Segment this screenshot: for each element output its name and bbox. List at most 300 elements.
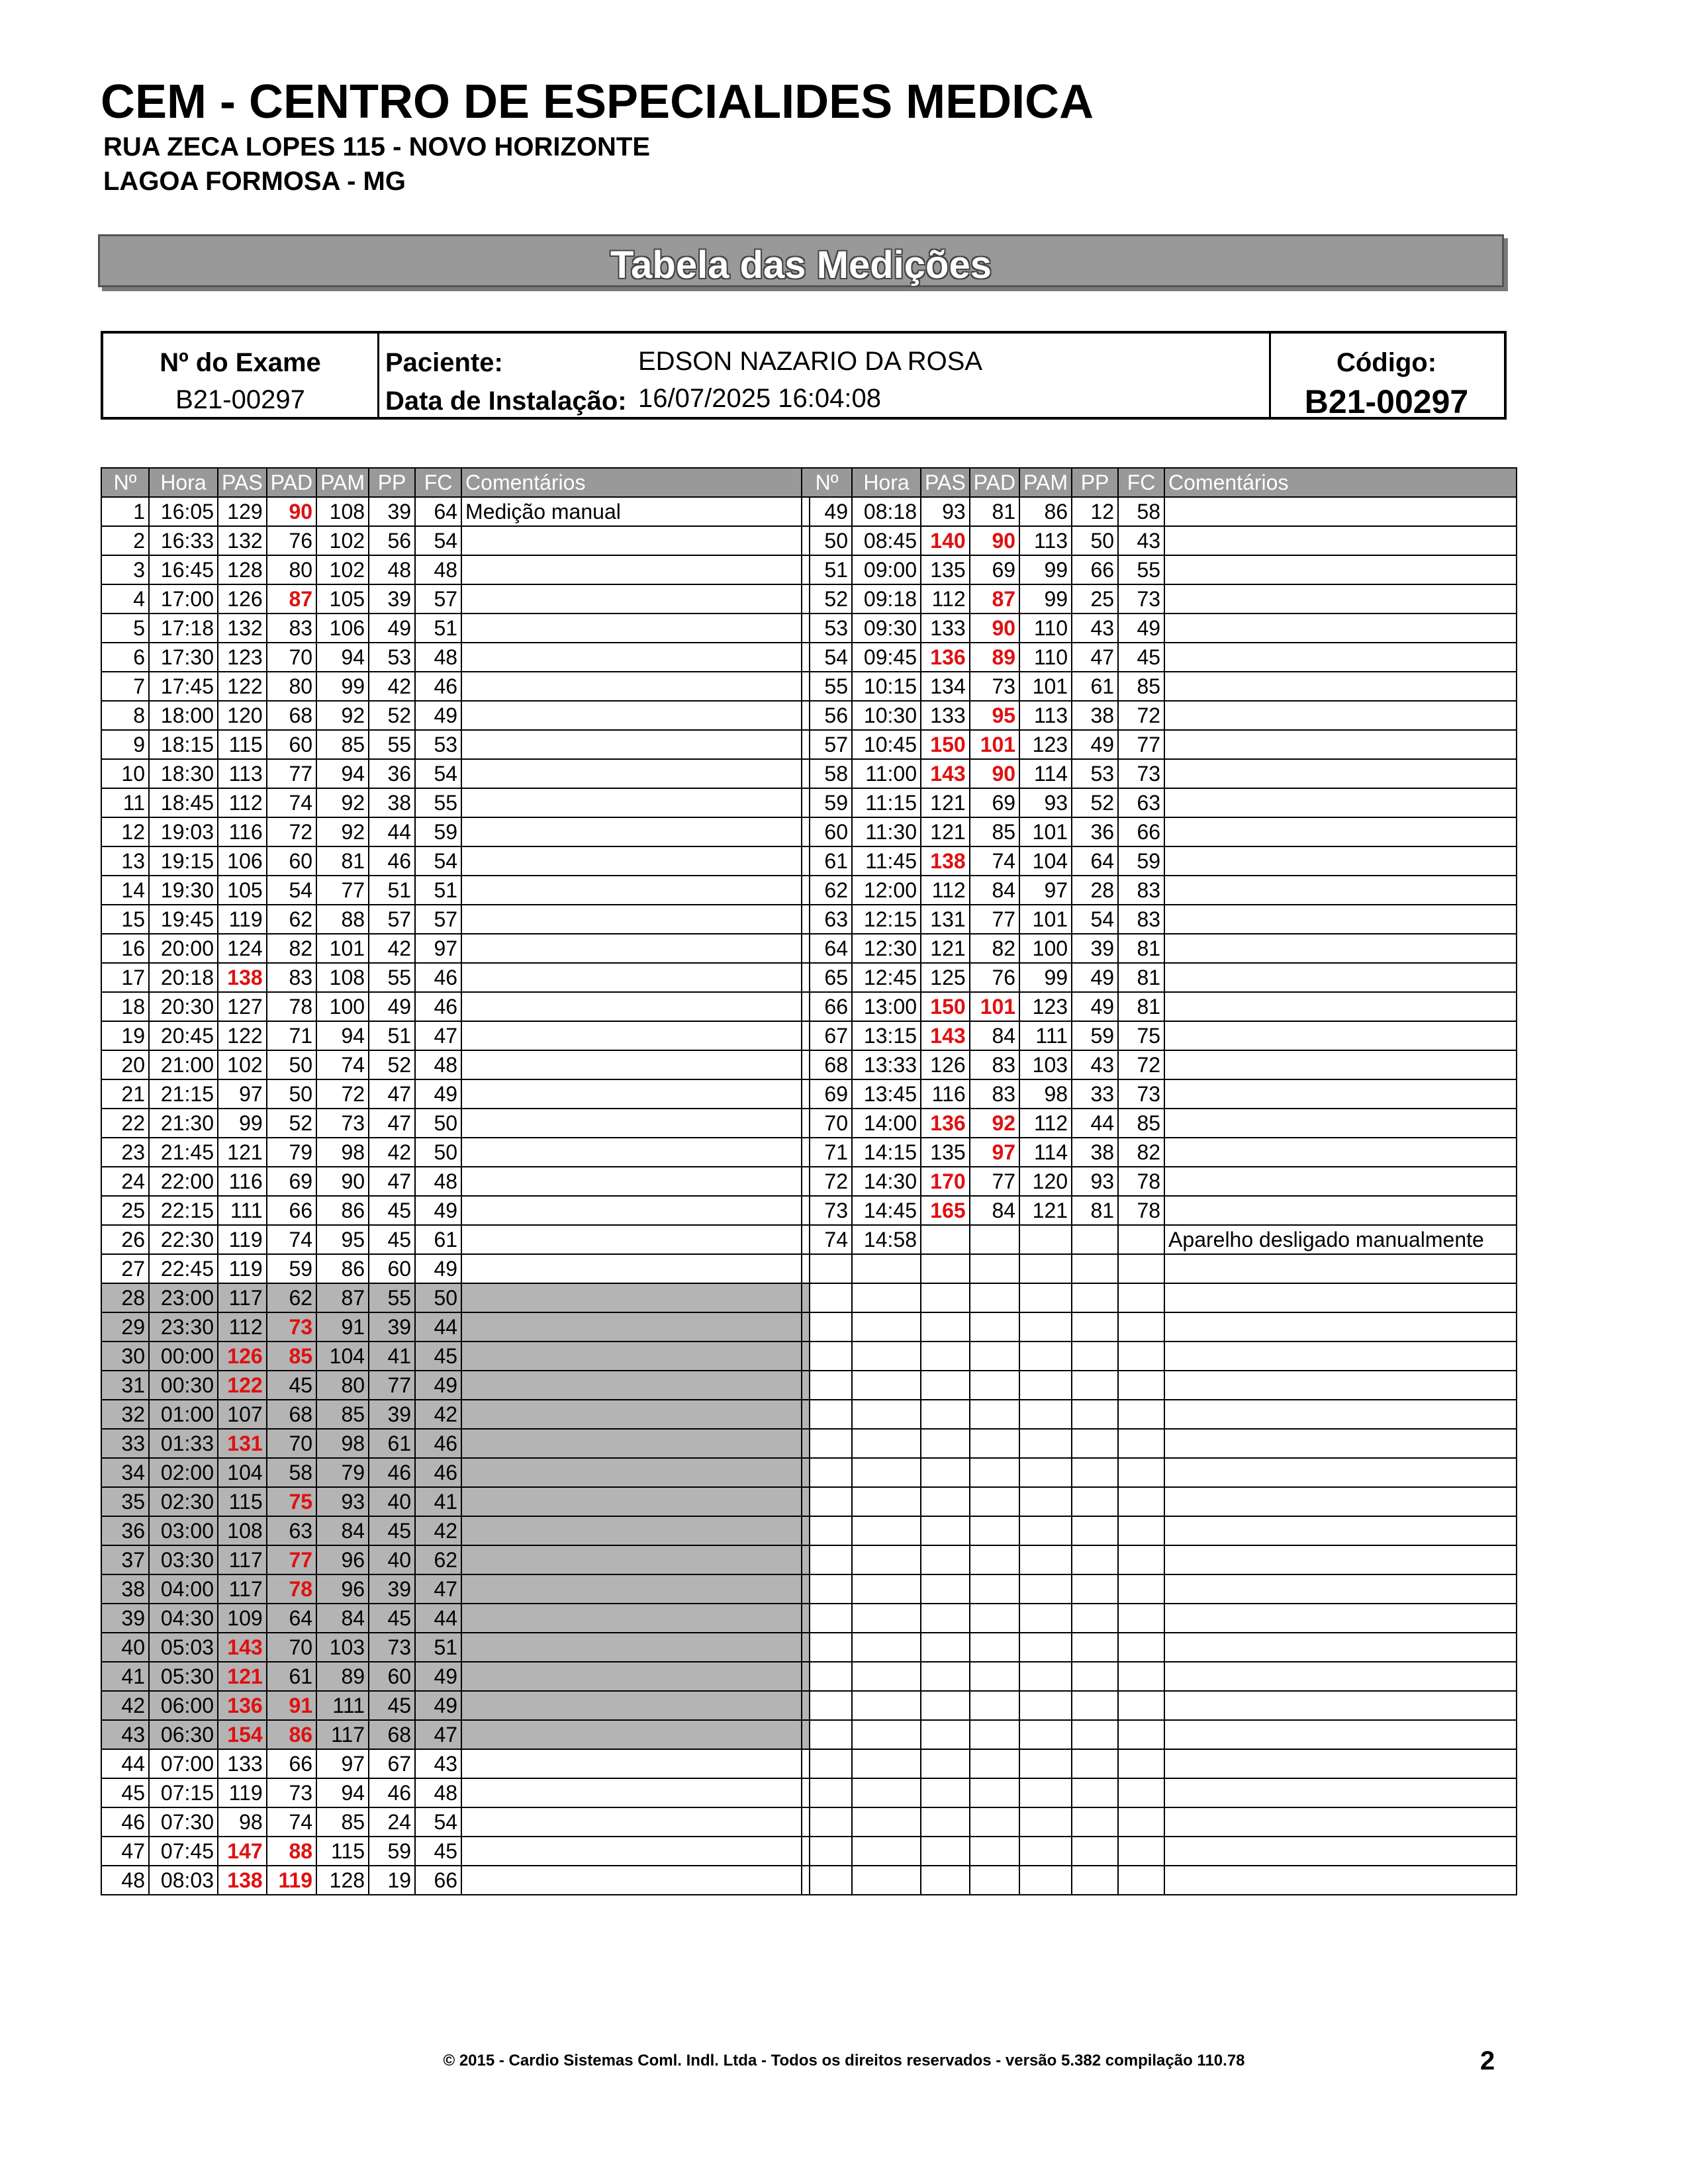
cell-pad: 101 — [970, 730, 1019, 759]
col-header-pas: PAS — [921, 468, 970, 497]
cell-comment — [461, 1371, 810, 1400]
cell-pp: 40 — [369, 1545, 415, 1574]
cell-pp: 60 — [369, 1662, 415, 1691]
cell-pp: 55 — [369, 1283, 415, 1312]
cell-comment — [1164, 934, 1517, 963]
cell-pad — [970, 1749, 1019, 1778]
cell-number: 65 — [802, 963, 852, 992]
cell-comment — [461, 1807, 810, 1837]
cell-pam — [1019, 1225, 1072, 1254]
cell-time: 06:00 — [149, 1691, 218, 1720]
cell-pad: 63 — [267, 1516, 316, 1545]
cell-pas — [921, 1371, 970, 1400]
cell-pad: 74 — [267, 788, 316, 817]
cell-fc: 58 — [1118, 497, 1164, 526]
cell-pp: 39 — [1072, 934, 1118, 963]
cell-time: 17:18 — [149, 614, 218, 643]
cell-pam: 86 — [316, 1254, 369, 1283]
table-header-row — [101, 468, 810, 497]
cell-pp — [1072, 1487, 1118, 1516]
cell-number — [802, 1662, 852, 1691]
cell-pp — [1072, 1720, 1118, 1749]
cell-pad — [970, 1487, 1019, 1516]
cell-pp — [1072, 1254, 1118, 1283]
cell-comment — [461, 905, 810, 934]
cell-pp — [1072, 1312, 1118, 1342]
table-row — [802, 701, 1517, 730]
cell-pas: 121 — [218, 1138, 267, 1167]
cell-number — [802, 1458, 852, 1487]
cell-comment — [1164, 759, 1517, 788]
cell-pas: 136 — [218, 1691, 267, 1720]
cell-pam: 94 — [316, 1778, 369, 1807]
cell-pas: 107 — [218, 1400, 267, 1429]
cell-comment — [1164, 730, 1517, 759]
cell-pad: 73 — [267, 1778, 316, 1807]
cell-comment — [461, 1254, 810, 1283]
cell-number: 70 — [802, 1109, 852, 1138]
cell-time: 14:30 — [852, 1167, 921, 1196]
cell-pas: 165 — [921, 1196, 970, 1225]
cell-fc: 85 — [1118, 672, 1164, 701]
cell-pp: 19 — [369, 1866, 415, 1895]
cell-time — [852, 1429, 921, 1458]
cell-pp — [1072, 1225, 1118, 1254]
cell-pam — [1019, 1691, 1072, 1720]
cell-pam — [1019, 1254, 1072, 1283]
cell-comment — [1164, 817, 1517, 846]
cell-pad: 97 — [970, 1138, 1019, 1167]
cell-fc: 59 — [1118, 846, 1164, 876]
cell-pp: 46 — [369, 1778, 415, 1807]
cell-pam: 101 — [1019, 817, 1072, 846]
cell-pas: 126 — [921, 1050, 970, 1079]
cell-pam: 94 — [316, 643, 369, 672]
cell-pp: 43 — [1072, 1050, 1118, 1079]
cell-time: 12:45 — [852, 963, 921, 992]
cell-pp — [1072, 1574, 1118, 1604]
table-row — [101, 1633, 810, 1662]
cell-fc — [1118, 1342, 1164, 1371]
cell-comment — [461, 1050, 810, 1079]
cell-pam — [1019, 1400, 1072, 1429]
cell-pp: 42 — [369, 1138, 415, 1167]
cell-pad: 83 — [970, 1050, 1019, 1079]
cell-pas: 106 — [218, 846, 267, 876]
cell-pas: 112 — [921, 876, 970, 905]
code-value: B21-00297 — [1304, 383, 1469, 420]
cell-pas: 121 — [921, 934, 970, 963]
cell-pas: 104 — [218, 1458, 267, 1487]
table-row — [802, 934, 1517, 963]
cell-fc — [1118, 1516, 1164, 1545]
cell-fc: 42 — [415, 1516, 461, 1545]
cell-pas: 138 — [218, 963, 267, 992]
cell-number: 42 — [101, 1691, 149, 1720]
cell-fc — [1118, 1604, 1164, 1633]
cell-pad: 84 — [970, 1021, 1019, 1050]
cell-pp: 52 — [369, 1050, 415, 1079]
cell-pam — [1019, 1371, 1072, 1400]
cell-number: 33 — [101, 1429, 149, 1458]
table-row — [802, 1604, 1517, 1633]
cell-comment — [1164, 1138, 1517, 1167]
cell-time: 08:03 — [149, 1866, 218, 1895]
cell-comment — [461, 963, 810, 992]
cell-number: 68 — [802, 1050, 852, 1079]
cell-pp — [1072, 1342, 1118, 1371]
cell-comment — [461, 1866, 810, 1895]
cell-pp: 52 — [1072, 788, 1118, 817]
cell-pad — [970, 1254, 1019, 1283]
table-row — [802, 1807, 1517, 1837]
cell-time: 09:18 — [852, 584, 921, 614]
cell-time — [852, 1312, 921, 1342]
cell-pad: 90 — [970, 614, 1019, 643]
cell-comment — [461, 846, 810, 876]
cell-pas: 116 — [218, 1167, 267, 1196]
cell-pas — [921, 1545, 970, 1574]
table-row — [802, 1545, 1517, 1574]
cell-fc: 77 — [1118, 730, 1164, 759]
cell-comment — [1164, 1109, 1517, 1138]
cell-fc: 55 — [1118, 555, 1164, 584]
table-row — [101, 1545, 810, 1574]
cell-pp — [1072, 1749, 1118, 1778]
cell-number: 14 — [101, 876, 149, 905]
cell-pas: 119 — [218, 1254, 267, 1283]
cell-comment — [1164, 1633, 1517, 1662]
cell-pad — [970, 1371, 1019, 1400]
cell-pam: 96 — [316, 1574, 369, 1604]
table-row — [101, 1807, 810, 1837]
cell-pp: 47 — [369, 1167, 415, 1196]
cell-pp: 24 — [369, 1807, 415, 1837]
table-row — [101, 817, 810, 846]
table-row — [802, 1778, 1517, 1807]
cell-comment — [461, 1545, 810, 1574]
install-date-value: 16/07/2025 16:04:08 — [638, 384, 882, 413]
cell-time: 08:45 — [852, 526, 921, 555]
cell-number: 9 — [101, 730, 149, 759]
cell-pas: 112 — [218, 788, 267, 817]
cell-fc — [1118, 1574, 1164, 1604]
cell-number: 46 — [101, 1807, 149, 1837]
cell-comment — [1164, 1837, 1517, 1866]
cell-comment — [1164, 1079, 1517, 1109]
cell-comment — [1164, 1545, 1517, 1574]
cell-time: 05:30 — [149, 1662, 218, 1691]
cell-time: 16:05 — [149, 497, 218, 526]
cell-pad: 74 — [267, 1225, 316, 1254]
cell-time: 22:30 — [149, 1225, 218, 1254]
cell-time: 11:00 — [852, 759, 921, 788]
exam-number-cell — [103, 334, 379, 417]
cell-number: 51 — [802, 555, 852, 584]
table-row — [101, 1312, 810, 1342]
cell-comment — [461, 555, 810, 584]
cell-pam: 96 — [316, 1545, 369, 1574]
cell-pam — [1019, 1807, 1072, 1837]
cell-pas: 93 — [921, 497, 970, 526]
cell-comment — [461, 1720, 810, 1749]
cell-comment — [461, 1167, 810, 1196]
cell-pam: 99 — [1019, 584, 1072, 614]
cell-time: 11:30 — [852, 817, 921, 846]
cell-pas: 116 — [218, 817, 267, 846]
cell-pad: 70 — [267, 643, 316, 672]
cell-comment — [1164, 1749, 1517, 1778]
col-header-fc: FC — [1118, 468, 1164, 497]
table-row — [101, 1167, 810, 1196]
cell-pad — [970, 1400, 1019, 1429]
cell-pp: 47 — [369, 1109, 415, 1138]
cell-time: 01:00 — [149, 1400, 218, 1429]
cell-pad — [970, 1516, 1019, 1545]
cell-fc: 41 — [415, 1487, 461, 1516]
cell-pad: 50 — [267, 1079, 316, 1109]
cell-time: 18:15 — [149, 730, 218, 759]
cell-time — [852, 1720, 921, 1749]
banner-title: Tabela das Medições — [610, 244, 992, 287]
table-row — [101, 1429, 810, 1458]
cell-number: 69 — [802, 1079, 852, 1109]
cell-pam: 108 — [316, 963, 369, 992]
cell-pad — [970, 1458, 1019, 1487]
cell-comment — [1164, 672, 1517, 701]
cell-pam: 102 — [316, 526, 369, 555]
cell-comment — [1164, 1574, 1517, 1604]
cell-pam: 74 — [316, 1050, 369, 1079]
cell-pas: 117 — [218, 1283, 267, 1312]
code-label: Código: — [1336, 348, 1437, 377]
cell-pas: 115 — [218, 730, 267, 759]
cell-fc: 45 — [415, 1342, 461, 1371]
table-row — [101, 1487, 810, 1516]
cell-comment — [1164, 992, 1517, 1021]
table-row — [101, 1691, 810, 1720]
cell-pas — [921, 1516, 970, 1545]
measurements-table-right — [801, 467, 1517, 1895]
cell-pp: 61 — [369, 1429, 415, 1458]
cell-number: 71 — [802, 1138, 852, 1167]
cell-pad: 119 — [267, 1866, 316, 1895]
cell-time: 11:45 — [852, 846, 921, 876]
col-header-pad: PAD — [267, 468, 316, 497]
table-row — [802, 1662, 1517, 1691]
col-header-pp: PP — [369, 468, 415, 497]
cell-pp: 33 — [1072, 1079, 1118, 1109]
cell-comment — [1164, 1429, 1517, 1458]
cell-pam: 98 — [316, 1138, 369, 1167]
cell-pad — [970, 1691, 1019, 1720]
cell-comment — [1164, 526, 1517, 555]
cell-comment — [461, 1487, 810, 1516]
cell-fc — [1118, 1749, 1164, 1778]
cell-number — [802, 1283, 852, 1312]
table-row — [802, 614, 1517, 643]
cell-pad: 83 — [267, 963, 316, 992]
cell-time: 21:45 — [149, 1138, 218, 1167]
cell-time: 23:30 — [149, 1312, 218, 1342]
cell-comment — [461, 1691, 810, 1720]
cell-pad: 68 — [267, 701, 316, 730]
cell-number — [802, 1720, 852, 1749]
cell-time: 03:30 — [149, 1545, 218, 1574]
table-row — [101, 1371, 810, 1400]
cell-pas: 119 — [218, 905, 267, 934]
cell-number: 56 — [802, 701, 852, 730]
cell-number: 74 — [802, 1225, 852, 1254]
cell-comment — [461, 759, 810, 788]
table-row — [101, 1866, 810, 1895]
cell-pad: 71 — [267, 1021, 316, 1050]
table-row — [101, 1138, 810, 1167]
cell-fc: 81 — [1118, 992, 1164, 1021]
cell-number — [802, 1487, 852, 1516]
table-row — [802, 1691, 1517, 1720]
cell-pad: 45 — [267, 1371, 316, 1400]
cell-pas: 131 — [921, 905, 970, 934]
cell-fc — [1118, 1371, 1164, 1400]
cell-pad: 69 — [267, 1167, 316, 1196]
cell-comment — [1164, 905, 1517, 934]
table-row — [101, 1021, 810, 1050]
cell-time: 17:00 — [149, 584, 218, 614]
cell-fc: 85 — [1118, 1109, 1164, 1138]
cell-pas: 143 — [921, 1021, 970, 1050]
cell-pas: 99 — [218, 1109, 267, 1138]
cell-pas: 119 — [218, 1225, 267, 1254]
cell-fc: 57 — [415, 584, 461, 614]
cell-time: 02:00 — [149, 1458, 218, 1487]
cell-fc: 66 — [415, 1866, 461, 1895]
cell-fc: 81 — [1118, 934, 1164, 963]
cell-number: 1 — [101, 497, 149, 526]
table-row — [101, 1837, 810, 1866]
cell-number: 37 — [101, 1545, 149, 1574]
cell-pp: 73 — [369, 1633, 415, 1662]
cell-time: 07:45 — [149, 1837, 218, 1866]
cell-pas — [921, 1837, 970, 1866]
cell-time: 18:45 — [149, 788, 218, 817]
cell-fc: 48 — [415, 643, 461, 672]
cell-number — [802, 1516, 852, 1545]
col-header-number: Nº — [101, 468, 149, 497]
cell-pad: 73 — [267, 1312, 316, 1342]
cell-fc: 42 — [415, 1400, 461, 1429]
cell-pam: 101 — [316, 934, 369, 963]
cell-pas: 113 — [218, 759, 267, 788]
cell-comment — [461, 788, 810, 817]
cell-fc: 46 — [415, 672, 461, 701]
cell-time: 20:18 — [149, 963, 218, 992]
table-row — [101, 701, 810, 730]
cell-time: 10:15 — [852, 672, 921, 701]
cell-fc: 57 — [415, 905, 461, 934]
cell-comment — [461, 1225, 810, 1254]
cell-pas: 126 — [218, 584, 267, 614]
cell-pam: 100 — [316, 992, 369, 1021]
cell-pp: 38 — [1072, 701, 1118, 730]
col-header-pam: PAM — [316, 468, 369, 497]
cell-fc: 55 — [415, 788, 461, 817]
cell-pam: 114 — [1019, 759, 1072, 788]
cell-pas: 154 — [218, 1720, 267, 1749]
cell-pad: 83 — [970, 1079, 1019, 1109]
cell-time: 20:45 — [149, 1021, 218, 1050]
cell-pad — [970, 1545, 1019, 1574]
cell-pam: 85 — [316, 1807, 369, 1837]
cell-pas: 150 — [921, 992, 970, 1021]
table-row — [802, 1079, 1517, 1109]
table-row — [101, 1196, 810, 1225]
cell-pp: 61 — [1072, 672, 1118, 701]
cell-time: 00:30 — [149, 1371, 218, 1400]
cell-pp: 42 — [369, 934, 415, 963]
cell-pad — [970, 1720, 1019, 1749]
cell-pad: 88 — [267, 1837, 316, 1866]
cell-fc: 51 — [415, 614, 461, 643]
col-header-number: Nº — [802, 468, 852, 497]
cell-pas: 125 — [921, 963, 970, 992]
cell-number: 5 — [101, 614, 149, 643]
cell-fc: 54 — [415, 759, 461, 788]
cell-pp: 39 — [369, 1312, 415, 1342]
cell-pas: 121 — [218, 1662, 267, 1691]
cell-time — [852, 1837, 921, 1866]
cell-pam: 106 — [316, 614, 369, 643]
cell-fc: 44 — [415, 1604, 461, 1633]
cell-time — [852, 1283, 921, 1312]
cell-time: 16:33 — [149, 526, 218, 555]
cell-comment — [461, 1283, 810, 1312]
cell-fc: 48 — [415, 1167, 461, 1196]
table-row — [802, 788, 1517, 817]
cell-comment — [1164, 1691, 1517, 1720]
cell-pp: 39 — [369, 497, 415, 526]
table-row — [802, 1254, 1517, 1283]
cell-pp: 39 — [369, 584, 415, 614]
cell-fc: 63 — [1118, 788, 1164, 817]
cell-number: 16 — [101, 934, 149, 963]
cell-number: 66 — [802, 992, 852, 1021]
cell-pp: 36 — [1072, 817, 1118, 846]
cell-pad: 78 — [267, 992, 316, 1021]
cell-pad: 80 — [267, 672, 316, 701]
cell-comment — [1164, 584, 1517, 614]
cell-comment — [461, 934, 810, 963]
cell-fc: 51 — [415, 1633, 461, 1662]
cell-fc: 46 — [415, 1429, 461, 1458]
table-row — [101, 1604, 810, 1633]
cell-number: 39 — [101, 1604, 149, 1633]
section-banner — [98, 234, 1504, 287]
cell-pas: 132 — [218, 526, 267, 555]
col-header-pp: PP — [1072, 468, 1118, 497]
cell-pad: 92 — [970, 1109, 1019, 1138]
cell-pam: 86 — [1019, 497, 1072, 526]
cell-pam — [1019, 1487, 1072, 1516]
cell-time: 11:15 — [852, 788, 921, 817]
cell-pad: 77 — [970, 905, 1019, 934]
cell-comment — [1164, 1604, 1517, 1633]
cell-pas: 136 — [921, 1109, 970, 1138]
cell-pam: 100 — [1019, 934, 1072, 963]
cell-pas: 109 — [218, 1604, 267, 1633]
cell-pam: 92 — [316, 817, 369, 846]
cell-number — [802, 1429, 852, 1458]
